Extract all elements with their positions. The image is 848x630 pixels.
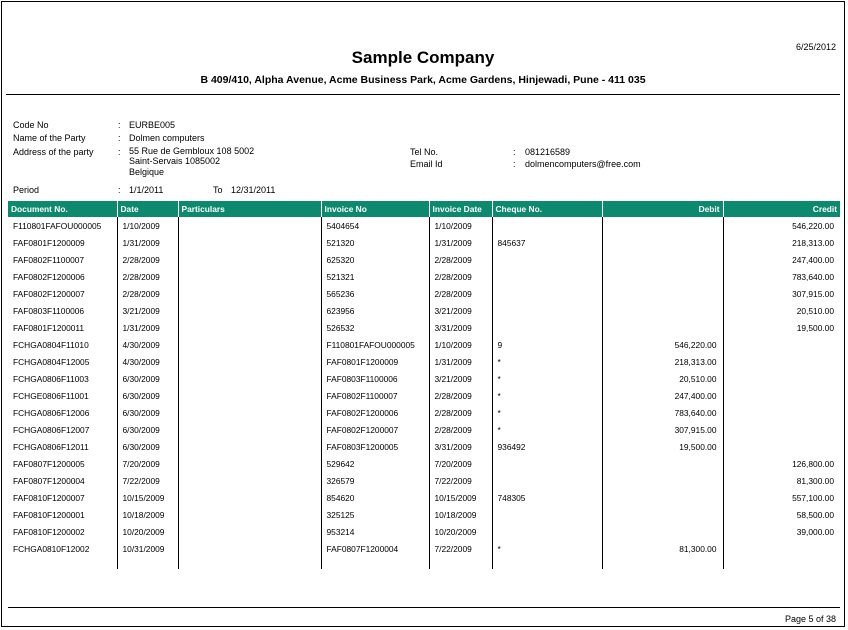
col-header-invoice-no: Invoice No (321, 201, 429, 217)
cell-debit (602, 285, 723, 302)
cell-document-no: FAF0807F1200004 (13, 475, 85, 486)
filler-cell (723, 557, 840, 569)
filler-cell (602, 557, 723, 569)
cell-invoice-no: FAF0802F1100007 (321, 387, 429, 404)
cell-debit: 546,220.00 (602, 336, 723, 353)
table-row (8, 540, 840, 557)
cell-invoice-date: 1/31/2009 (429, 353, 492, 370)
cell-document-no: FAF0807F1200005 (13, 458, 85, 469)
cell-date: 10/20/2009 (117, 523, 178, 540)
cell-credit: 307,915.00 (723, 285, 840, 302)
cell-document-no: FCHGA0804F11010 (13, 339, 89, 350)
table-row (8, 370, 840, 387)
cell-date: 6/30/2009 (117, 421, 178, 438)
party-name-colon: : (118, 133, 121, 143)
cell-date: 10/15/2009 (117, 489, 178, 506)
table-bottom-rule (8, 607, 840, 608)
cell-invoice-no: FAF0803F1100006 (321, 370, 429, 387)
cell-invoice-no: FAF0803F1200005 (321, 438, 429, 455)
cell-particulars (178, 353, 321, 370)
cell-invoice-no: 5404654 (321, 217, 429, 234)
cell-cheque-no: 845637 (492, 234, 602, 251)
col-header-document-no: Document No. (8, 201, 117, 217)
cell-debit: 307,915.00 (602, 421, 723, 438)
cell-document-no: FAF0801F1200011 (13, 322, 85, 333)
filler-cell (178, 557, 321, 569)
cell-invoice-date: 7/22/2009 (429, 472, 492, 489)
table-header-row (8, 201, 840, 217)
cell-cheque-no (492, 472, 602, 489)
party-name-value: Dolmen computers (129, 133, 205, 143)
party-name-label: Name of the Party (13, 133, 86, 143)
cell-invoice-no: 623956 (321, 302, 429, 319)
cell-credit (723, 438, 840, 455)
cell-invoice-no: 521321 (321, 268, 429, 285)
cell-particulars (178, 438, 321, 455)
cell-debit (602, 302, 723, 319)
email-value: dolmencomputers@free.com (525, 159, 641, 169)
table-row (8, 472, 840, 489)
table-row (8, 404, 840, 421)
cell-invoice-no: FAF0807F1200004 (321, 540, 429, 557)
cell-cheque-no: * (492, 370, 602, 387)
cell-cheque-no (492, 455, 602, 472)
cell-invoice-date: 10/15/2009 (429, 489, 492, 506)
cell-invoice-no: 625320 (321, 251, 429, 268)
cell-invoice-no: FAF0802F1200006 (321, 404, 429, 421)
cell-document-no: FCHGE0806F11001 (13, 390, 89, 401)
cell-cheque-no: * (492, 387, 602, 404)
col-header-credit: Credit (723, 201, 840, 217)
cell-credit: 546,220.00 (723, 217, 840, 234)
cell-invoice-date: 7/22/2009 (429, 540, 492, 557)
cell-invoice-date: 2/28/2009 (429, 251, 492, 268)
cell-invoice-no: 325125 (321, 506, 429, 523)
cell-credit (723, 370, 840, 387)
cell-debit (602, 234, 723, 251)
cell-particulars (178, 285, 321, 302)
period-label: Period (13, 185, 40, 195)
col-header-debit: Debit (602, 201, 723, 217)
cell-document-no: FCHGA0810F12002 (13, 543, 90, 554)
cell-credit: 19,500.00 (723, 319, 840, 336)
cell-invoice-date: 3/21/2009 (429, 302, 492, 319)
cell-particulars (178, 506, 321, 523)
cell-particulars (178, 455, 321, 472)
cell-date: 10/18/2009 (117, 506, 178, 523)
tel-label: Tel No. (410, 147, 439, 157)
cell-invoice-no: 521320 (321, 234, 429, 251)
cell-credit: 58,500.00 (723, 506, 840, 523)
cell-credit: 247,400.00 (723, 251, 840, 268)
col-header-date: Date (117, 201, 178, 217)
ledger-table (8, 201, 840, 569)
cell-invoice-date: 3/21/2009 (429, 370, 492, 387)
cell-date: 4/30/2009 (117, 353, 178, 370)
table-row (8, 421, 840, 438)
table-row (8, 489, 840, 506)
filler-cell (117, 557, 178, 569)
cell-credit: 20,510.00 (723, 302, 840, 319)
filler-cell (8, 557, 117, 569)
cell-particulars (178, 489, 321, 506)
cell-particulars (178, 336, 321, 353)
code-label: Code No (13, 120, 49, 130)
table-row (8, 285, 840, 302)
cell-document-no: F110801FAFOU000005 (13, 220, 102, 231)
cell-cheque-no: * (492, 353, 602, 370)
cell-debit (602, 523, 723, 540)
cell-document-no: FAF0802F1100007 (13, 254, 85, 265)
period-to-label: To (213, 185, 223, 195)
table-row (8, 353, 840, 370)
cell-invoice-date: 1/10/2009 (429, 217, 492, 234)
cell-date: 6/30/2009 (117, 370, 178, 387)
cell-particulars (178, 251, 321, 268)
cell-document-no: FAF0801F1200009 (13, 237, 85, 248)
cell-credit (723, 540, 840, 557)
cell-particulars (178, 268, 321, 285)
cell-date: 2/28/2009 (117, 251, 178, 268)
cell-credit (723, 404, 840, 421)
table-row (8, 251, 840, 268)
cell-credit (723, 336, 840, 353)
cell-credit: 126,800.00 (723, 455, 840, 472)
table-row (8, 234, 840, 251)
cell-invoice-no: 565236 (321, 285, 429, 302)
email-label: Email Id (410, 159, 443, 169)
cell-cheque-no (492, 285, 602, 302)
report-page (1, 1, 845, 627)
header-divider (6, 94, 840, 95)
cell-date: 4/30/2009 (117, 336, 178, 353)
party-address-label: Address of the party (13, 147, 94, 157)
cell-debit (602, 251, 723, 268)
filler-cell (429, 557, 492, 569)
cell-debit: 20,510.00 (602, 370, 723, 387)
cell-document-no: FCHGA0806F11003 (13, 373, 89, 384)
filler-cell (492, 557, 602, 569)
cell-invoice-date: 1/10/2009 (429, 336, 492, 353)
cell-credit: 783,640.00 (723, 268, 840, 285)
cell-debit (602, 472, 723, 489)
cell-debit (602, 319, 723, 336)
code-colon: : (118, 120, 121, 130)
filler-cell (321, 557, 429, 569)
cell-document-no: FAF0810F1200002 (13, 526, 85, 537)
cell-document-no: FAF0802F1200007 (13, 288, 85, 299)
cell-cheque-no (492, 268, 602, 285)
cell-cheque-no: 9 (492, 336, 602, 353)
cell-debit: 81,300.00 (602, 540, 723, 557)
cell-debit: 783,640.00 (602, 404, 723, 421)
ledger-body (8, 217, 840, 569)
cell-particulars (178, 234, 321, 251)
cell-cheque-no (492, 251, 602, 268)
cell-date: 6/30/2009 (117, 438, 178, 455)
cell-cheque-no: 936492 (492, 438, 602, 455)
cell-particulars (178, 370, 321, 387)
period-to: 12/31/2011 (231, 185, 276, 195)
party-address-line2: Saint-Servais 1085002 (129, 156, 221, 166)
cell-document-no: FCHGA0806F12006 (13, 407, 90, 418)
cell-cheque-no: * (492, 540, 602, 557)
cell-date: 2/28/2009 (117, 285, 178, 302)
cell-invoice-no: 529642 (321, 455, 429, 472)
period-from: 1/1/2011 (129, 185, 164, 195)
cell-cheque-no (492, 319, 602, 336)
cell-invoice-date: 3/31/2009 (429, 319, 492, 336)
col-header-invoice-date: Invoice Date (429, 201, 492, 217)
cell-cheque-no (492, 506, 602, 523)
cell-date: 10/31/2009 (117, 540, 178, 557)
tel-value: 081216589 (525, 147, 571, 157)
cell-invoice-date: 1/31/2009 (429, 234, 492, 251)
cell-document-no: FAF0803F1100006 (13, 305, 85, 316)
cell-credit: 557,100.00 (723, 489, 840, 506)
cell-date: 6/30/2009 (117, 404, 178, 421)
cell-cheque-no: * (492, 421, 602, 438)
company-name: Sample Company (351, 48, 495, 67)
cell-credit (723, 387, 840, 404)
party-address-line3: Belgique (129, 167, 165, 177)
cell-invoice-date: 2/28/2009 (429, 285, 492, 302)
cell-invoice-no: F110801FAFOU000005 (321, 336, 429, 353)
cell-debit (602, 506, 723, 523)
code-value: EURBE005 (129, 120, 176, 130)
cell-invoice-no: FAF0801F1200009 (321, 353, 429, 370)
cell-date: 3/21/2009 (117, 302, 178, 319)
cell-credit: 81,300.00 (723, 472, 840, 489)
tel-colon: : (513, 147, 516, 157)
table-row (8, 268, 840, 285)
email-colon: : (513, 159, 516, 169)
cell-particulars (178, 302, 321, 319)
cell-credit (723, 421, 840, 438)
cell-invoice-no: 326579 (321, 472, 429, 489)
cell-debit: 19,500.00 (602, 438, 723, 455)
cell-invoice-date: 3/31/2009 (429, 438, 492, 455)
cell-invoice-no: 854620 (321, 489, 429, 506)
cell-invoice-date: 10/18/2009 (429, 506, 492, 523)
cell-debit (602, 268, 723, 285)
cell-invoice-no: 526532 (321, 319, 429, 336)
report-date: 6/25/2012 (795, 42, 836, 52)
cell-particulars (178, 387, 321, 404)
table-row (8, 319, 840, 336)
table-row (8, 217, 840, 234)
cell-cheque-no: * (492, 404, 602, 421)
table-row (8, 336, 840, 353)
cell-invoice-date: 2/28/2009 (429, 404, 492, 421)
cell-document-no: FCHGA0806F12011 (13, 441, 89, 452)
cell-particulars (178, 319, 321, 336)
cell-date: 1/31/2009 (117, 234, 178, 251)
cell-debit (602, 455, 723, 472)
cell-particulars (178, 404, 321, 421)
cell-debit (602, 217, 723, 234)
cell-cheque-no (492, 302, 602, 319)
col-header-particulars: Particulars (178, 201, 321, 217)
cell-date: 1/31/2009 (117, 319, 178, 336)
cell-credit: 218,313.00 (723, 234, 840, 251)
cell-particulars (178, 540, 321, 557)
cell-cheque-no (492, 217, 602, 234)
cell-invoice-no: 953214 (321, 523, 429, 540)
period-colon: : (118, 185, 121, 195)
cell-particulars (178, 472, 321, 489)
table-row (8, 387, 840, 404)
cell-particulars (178, 523, 321, 540)
cell-invoice-date: 2/28/2009 (429, 387, 492, 404)
cell-date: 1/10/2009 (117, 217, 178, 234)
cell-debit: 218,313.00 (602, 353, 723, 370)
cell-invoice-no: FAF0802F1200007 (321, 421, 429, 438)
cell-cheque-no: 748305 (492, 489, 602, 506)
cell-document-no: FCHGA0804F12005 (13, 356, 90, 367)
cell-document-no: FAF0810F1200001 (13, 509, 85, 520)
cell-document-no: FAF0802F1200006 (13, 271, 85, 282)
cell-date: 6/30/2009 (117, 387, 178, 404)
cell-particulars (178, 217, 321, 234)
cell-particulars (178, 421, 321, 438)
cell-document-no: FAF0810F1200007 (13, 492, 85, 503)
table-row (8, 506, 840, 523)
filler-row (8, 557, 840, 569)
cell-invoice-date: 10/20/2009 (429, 523, 492, 540)
cell-cheque-no (492, 523, 602, 540)
col-header-cheque-no: Cheque No. (492, 201, 602, 217)
table-row (8, 438, 840, 455)
cell-debit (602, 489, 723, 506)
cell-date: 7/20/2009 (117, 455, 178, 472)
cell-debit: 247,400.00 (602, 387, 723, 404)
page-number: Page 5 of 38 (784, 614, 836, 624)
cell-invoice-date: 2/28/2009 (429, 268, 492, 285)
company-address: B 409/410, Alpha Avenue, Acme Business Park, Acme Gardens, Hinjewadi, Pune - 411 035 (200, 74, 646, 86)
party-address-colon: : (118, 147, 121, 157)
party-address-line1: 55 Rue de Gembloux 108 5002 (129, 146, 255, 156)
cell-date: 2/28/2009 (117, 268, 178, 285)
cell-credit: 39,000.00 (723, 523, 840, 540)
cell-date: 7/22/2009 (117, 472, 178, 489)
cell-credit (723, 353, 840, 370)
cell-invoice-date: 2/28/2009 (429, 421, 492, 438)
table-row (8, 302, 840, 319)
cell-invoice-date: 7/20/2009 (429, 455, 492, 472)
cell-document-no: FCHGA0806F12007 (13, 424, 90, 435)
table-row (8, 455, 840, 472)
table-row (8, 523, 840, 540)
